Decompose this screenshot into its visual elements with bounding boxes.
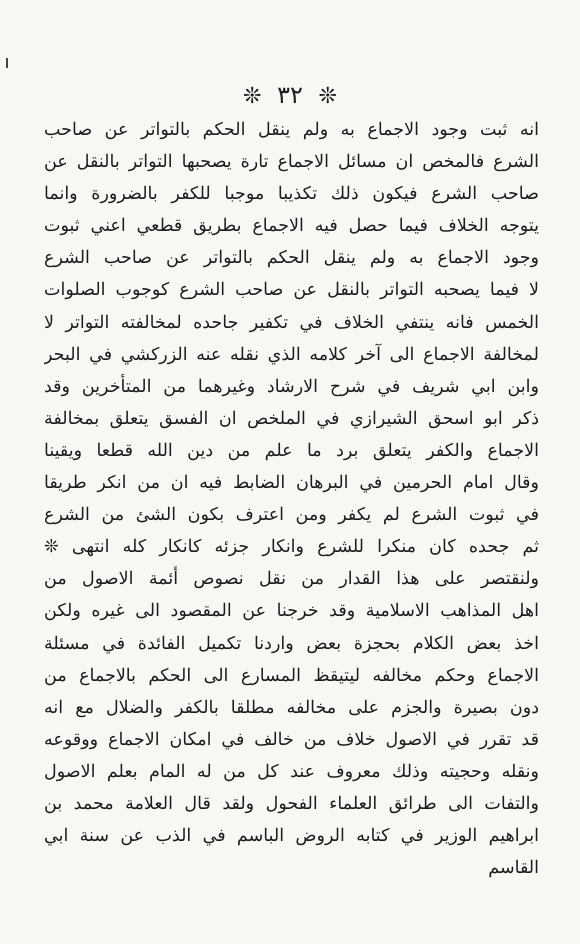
text-line: ثم جحده كان منكرا للشرع وانكار جزئه كانكار كله انتهى ❊ (44, 537, 539, 558)
text-line: لا فيما يصحبه التواتر بالنقل عن صاحب الشرع كوجوب الصلوات (44, 280, 539, 301)
text-line: قد تقرر في الاصول خلاف من خالف في امكان الاجماع ووقوعه (44, 729, 539, 750)
ornament-right-icon: ❊ (318, 84, 337, 109)
text-line: الاجماع والكفر يتعلق برد ما علم من دين الله قطعا ويقينا (44, 440, 539, 461)
text-line: وجود الاجماع به ولم ينقل الحكم بالتواتر عن صاحب الشرع (44, 248, 539, 269)
text-line: وقال امام الحرمين في البرهان الضابط فيه ان من انكر طريقا (44, 473, 539, 494)
text-line: انه ثبت وجود الاجماع به ولم ينقل الحكم بالتواتر عن صاحب (44, 120, 539, 140)
text-line: الشرع فالمخص ان مسائل الاجماع تارة يصحبها التواتر بالنقل عن (44, 152, 539, 173)
text-line: القاسم (488, 858, 539, 879)
text-line: ولنقتصر على هذا القدار من نقل نصوص أئمة الاصول من (44, 569, 539, 590)
text-line: صاحب الشرع فيكون ذلك تكذيبا موجبا للكفر بالضرورة وانما (44, 184, 539, 205)
text-line: لمخالفة الاجماع الى آخر كلامه الذي نقله عنه الزركشي في البحر (44, 344, 539, 365)
text-line: والتفات الى طرائق العلماء الفحول ولقد قال العلامة محمد بن (44, 793, 539, 814)
text-line: ذكر ابو اسحق الشيرازي في الملخص ان الفسق يتعلق بمخالفة (44, 408, 539, 429)
text-line: اهل المذاهب الاسلامية وقد خرجنا عن المقصود الى غيره ولكن (44, 601, 539, 622)
text-line: في ثبوت الشرع لم يكفر ومن اعترف بكون الشئ من الشرع (44, 505, 539, 526)
text-line: يتوجه الخلاف فيما حصل فيه الاجماع بطريق قطعي اعني ثبوت (44, 216, 539, 237)
ornament-left-icon: ❊ (243, 84, 262, 109)
text-line: الخمس فانه ينتفي الخلاف في تكفير جاحده لمخالفته التواتر لا (44, 312, 539, 333)
text-line: دون بصيرة والجزم على مخالفه مطلقا بالكفر والضلال مع انه (44, 697, 539, 718)
page-number: ٣٢ (277, 81, 303, 109)
margin-mark (6, 58, 8, 68)
body-text (44, 114, 539, 884)
page-header (0, 80, 580, 112)
text-line: وابن ابي شريف في شرح الارشاد وغيرهما من المتأخرين وقد (44, 376, 539, 397)
text-line: ونقله وحجيته وذلك معروف عند كل من له المام بعلم الاصول (44, 761, 539, 782)
text-line: اخذ بعض الكلام بحجزة بعض واردنا تكميل الفائدة في مسئلة (44, 633, 539, 654)
text-line: الاجماع وحكم مخالفه ليتيقظ المسارع الى الحكم بالاجماع من (44, 665, 539, 686)
text-line: ابراهيم الوزير في كتابه الروض الباسم في الذب عن سنة ابي (44, 826, 539, 847)
